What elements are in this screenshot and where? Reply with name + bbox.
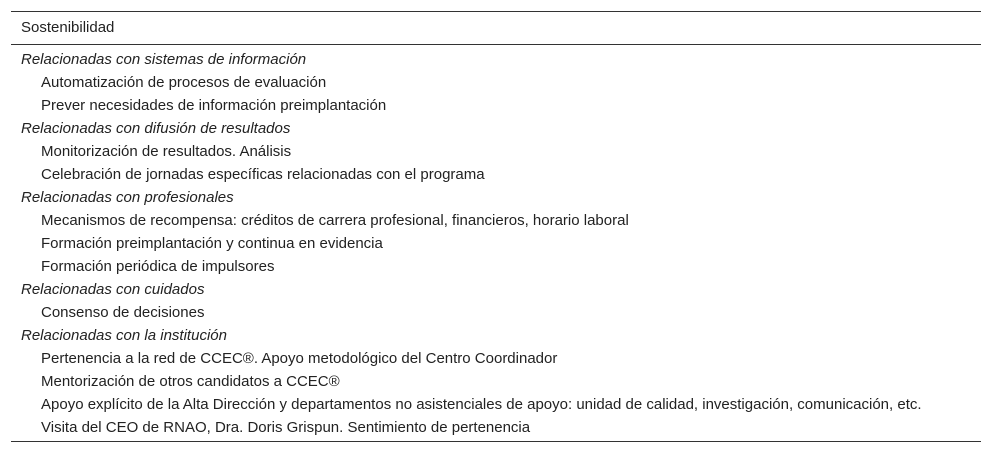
category-cell: Relacionadas con difusión de resultados — [21, 120, 291, 137]
table-row — [11, 163, 981, 186]
table-row — [11, 71, 981, 94]
item-cell — [11, 370, 981, 393]
item-cell — [11, 255, 981, 278]
table-row — [11, 140, 981, 163]
item-cell — [11, 140, 981, 163]
table-row — [11, 324, 981, 347]
item-text: Automatización de procesos de evaluación — [41, 74, 327, 91]
table-row — [11, 255, 981, 278]
category-cell: Relacionadas con sistemas de información — [21, 51, 307, 68]
item-text: Mentorización de otros candidatos a CCEC® — [41, 373, 340, 390]
table-row — [11, 278, 981, 301]
item-text: Consenso de decisiones — [41, 304, 205, 321]
table-header-cell: Sostenibilidad — [11, 12, 981, 45]
item-text: Monitorización de resultados. Análisis — [41, 143, 292, 160]
item-text: Celebración de jornadas específicas relacionadas con el programa — [41, 166, 485, 183]
category-cell: Relacionadas con la institución — [21, 327, 227, 344]
item-text: Visita del CEO de RNAO, Dra. Doris Grispun. Sentimiento de pertenencia — [41, 419, 531, 436]
item-text: Formación preimplantación y continua en evidencia — [41, 235, 383, 252]
item-cell — [11, 301, 981, 324]
item-cell — [11, 232, 981, 255]
item-text: Pertenencia a la red de CCEC®. Apoyo metodológico del Centro Coordinador — [41, 350, 558, 367]
item-text: Mecanismos de recompensa: créditos de carrera profesional, financieros, horario laboral — [41, 212, 629, 229]
sustainability-table — [11, 11, 981, 442]
table-row — [11, 232, 981, 255]
item-cell — [11, 163, 981, 186]
category-cell: Relacionadas con profesionales — [21, 189, 234, 206]
table-row — [11, 416, 981, 442]
table-row — [11, 370, 981, 393]
item-cell — [11, 416, 981, 442]
table-row — [11, 45, 981, 72]
table-row — [11, 117, 981, 140]
item-cell — [11, 393, 981, 416]
item-text: Formación periódica de impulsores — [41, 258, 275, 275]
item-cell — [11, 71, 981, 94]
table-header-row — [11, 12, 981, 45]
item-text: Apoyo explícito de la Alta Dirección y departamentos no asistenciales de apoyo: unidad de calidad, investigación, comunicación, etc. — [41, 396, 922, 413]
table-row — [11, 186, 981, 209]
table-row — [11, 393, 981, 416]
item-cell — [11, 94, 981, 117]
item-text: Prever necesidades de información preimplantación — [41, 97, 387, 114]
table-row — [11, 301, 981, 324]
item-cell — [11, 209, 981, 232]
category-cell: Relacionadas con cuidados — [21, 281, 205, 298]
item-cell — [11, 347, 981, 370]
table-row — [11, 94, 981, 117]
table-row — [11, 209, 981, 232]
sustainability-table-container — [11, 11, 981, 442]
table-row — [11, 347, 981, 370]
